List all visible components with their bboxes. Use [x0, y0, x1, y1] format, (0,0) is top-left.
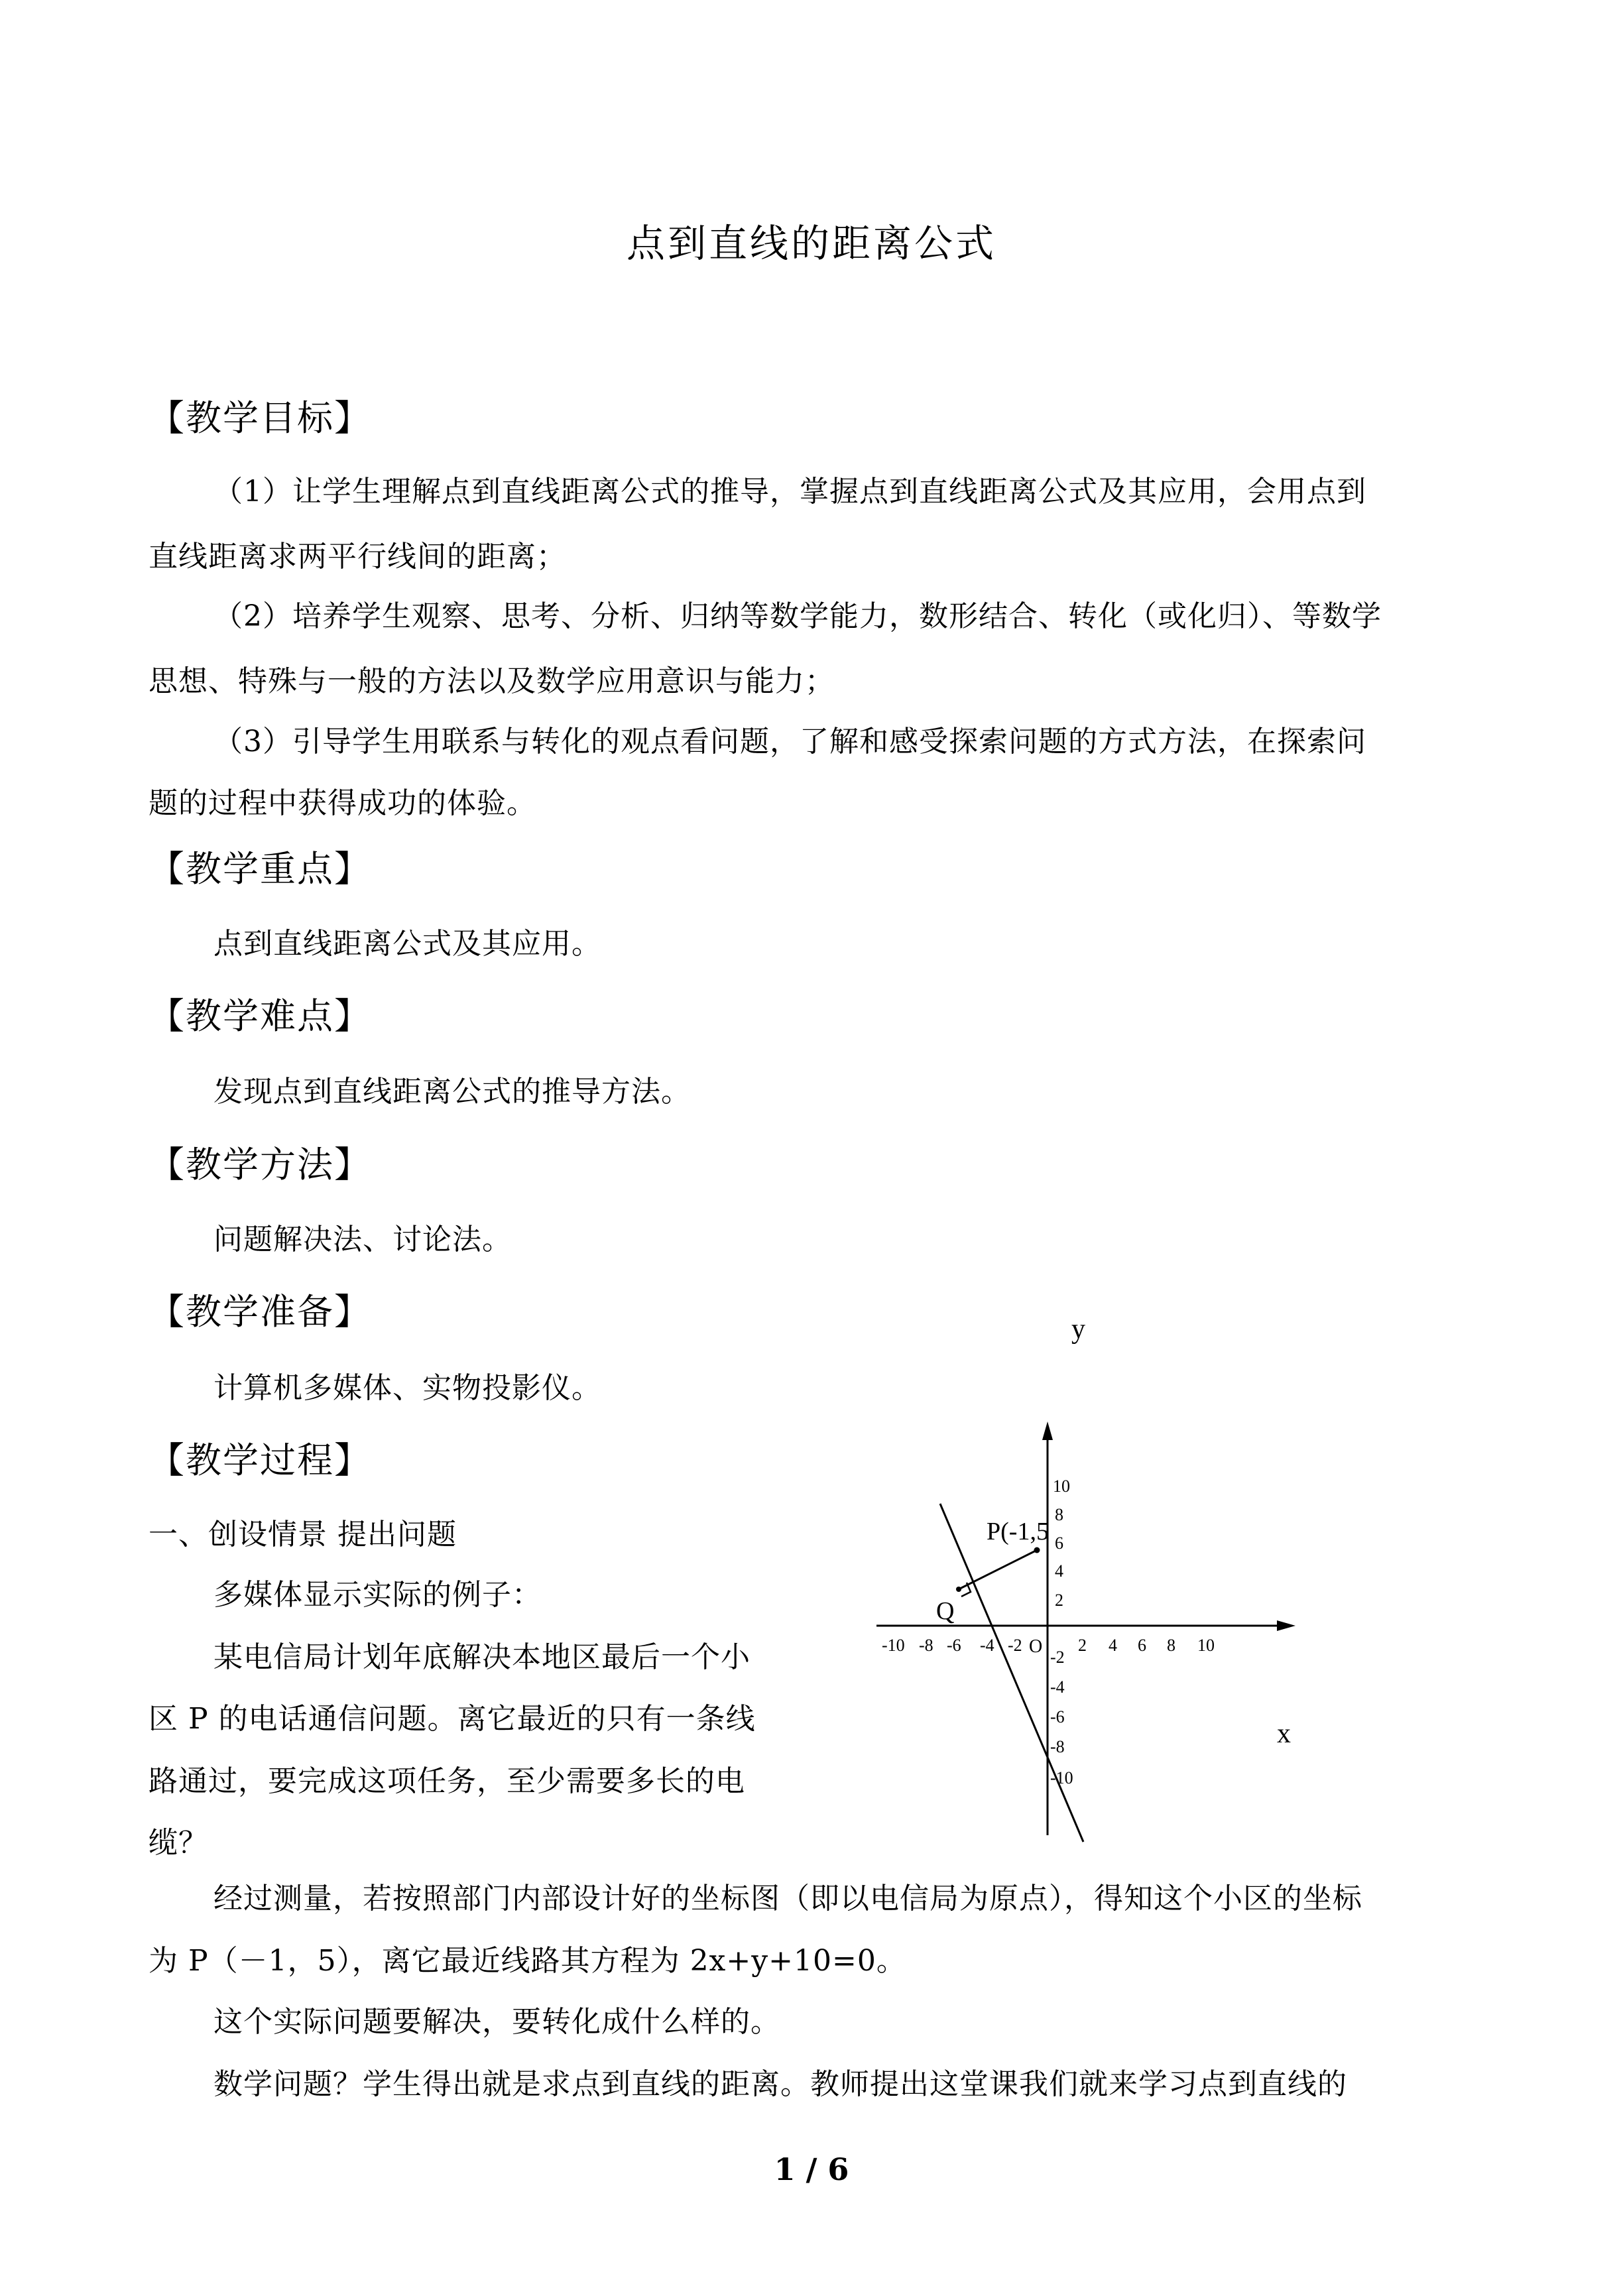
process-line-1: 多媒体显示实际的例子： [213, 1578, 542, 1612]
x-tick-label: -2 [1008, 1636, 1022, 1655]
y-tick-label: 10 [1053, 1477, 1070, 1496]
x-axis-label: x [1277, 1719, 1291, 1749]
heading-methods: 【教学方法】 [149, 1144, 371, 1185]
methods-text: 问题解决法、讨论法。 [213, 1223, 512, 1256]
page-number: 1 / 6 [774, 2151, 849, 2187]
process-line-4: 路通过，要完成这项任务，至少需要多长的电 [149, 1764, 745, 1798]
x-tick-label: 8 [1167, 1636, 1175, 1655]
process-line-7: 为 P（－1，5），离它最近线路其方程为 2x+y+10=0。 [149, 1944, 906, 1978]
x-tick-label: -4 [980, 1636, 994, 1655]
heading-key-points: 【教学重点】 [149, 848, 371, 890]
x-tick-label: 4 [1109, 1636, 1117, 1655]
process-line-8: 这个实际问题要解决，要转化成什么样的。 [213, 2005, 780, 2039]
page-title: 点到直线的距离公式 [626, 221, 996, 266]
y-tick-label: -10 [1050, 1768, 1073, 1787]
x-tick-label: -6 [947, 1636, 961, 1655]
objective-1-line-2: 直线距离求两平行线间的距离； [149, 540, 566, 574]
x-tick-label: 10 [1197, 1636, 1215, 1655]
process-line-6: 经过测量，若按照部门内部设计好的坐标图（即以电信局为原点），得知这个小区的坐标 [213, 1882, 1362, 1915]
x-tick-label: -10 [882, 1636, 905, 1655]
heading-difficulties: 【教学难点】 [149, 995, 371, 1037]
point-p [1034, 1547, 1040, 1553]
x-tick-label: 2 [1078, 1636, 1087, 1655]
y-tick-label: -8 [1050, 1737, 1065, 1756]
y-tick-label: -6 [1050, 1707, 1065, 1726]
y-tick-label: 6 [1055, 1534, 1063, 1553]
process-line-5: 缆？ [149, 1826, 208, 1860]
x-tick-label: 6 [1138, 1636, 1146, 1655]
origin-label: O [1029, 1636, 1043, 1657]
process-line-3: 区 P 的电话通信问题。离它最近的只有一条线 [149, 1702, 756, 1736]
y-tick-label: 4 [1055, 1561, 1063, 1581]
y-tick-label: 2 [1055, 1591, 1063, 1610]
difficulties-text: 发现点到直线距离公式的推导方法。 [213, 1075, 691, 1109]
coordinate-figure [862, 1299, 1326, 1850]
heading-objectives: 【教学目标】 [149, 397, 371, 439]
y-tick-label: 8 [1055, 1505, 1063, 1524]
point-p-label: P(-1,5 [987, 1518, 1049, 1545]
y-axis-arrow [1042, 1421, 1053, 1440]
point-q [956, 1587, 961, 1592]
process-line-2: 某电信局计划年底解决本地区最后一个小 [213, 1640, 751, 1674]
x-tick-label: -8 [919, 1636, 933, 1655]
x-axis-arrow [1277, 1620, 1295, 1631]
y-axis-label: y [1071, 1314, 1085, 1345]
perpendicular-segment [959, 1550, 1037, 1589]
objective-1-line-1: （1）让学生理解点到直线距离公式的推导，掌握点到直线距离公式及其应用，会用点到 [213, 475, 1366, 509]
line-2x-y-10 [940, 1504, 1083, 1842]
process-subheading: 一、创设情景 提出问题 [149, 1518, 457, 1551]
preparation-text: 计算机多媒体、实物投影仪。 [213, 1371, 601, 1405]
objective-3-line-1: （3）引导学生用联系与转化的观点看问题，了解和感受探索问题的方式方法，在探索问 [213, 725, 1366, 758]
point-q-label: Q [936, 1597, 955, 1625]
y-tick-label: -2 [1050, 1648, 1065, 1667]
objective-2-line-2: 思想、特殊与一般的方法以及数学应用意识与能力； [149, 664, 835, 698]
process-line-9: 数学问题？学生得出就是求点到直线的距离。教师提出这堂课我们就来学习点到直线的 [213, 2067, 1347, 2101]
objective-2-line-1: （2）培养学生观察、思考、分析、归纳等数学能力，数形结合、转化（或化归）、等数学 [213, 599, 1382, 633]
heading-preparation: 【教学准备】 [149, 1291, 371, 1333]
y-tick-label: -4 [1050, 1677, 1065, 1697]
heading-process: 【教学过程】 [149, 1439, 371, 1481]
key-points-text: 点到直线距离公式及其应用。 [213, 927, 601, 961]
objective-3-line-2: 题的过程中获得成功的体验。 [149, 786, 536, 820]
coordinate-diagram [862, 1299, 1326, 1850]
